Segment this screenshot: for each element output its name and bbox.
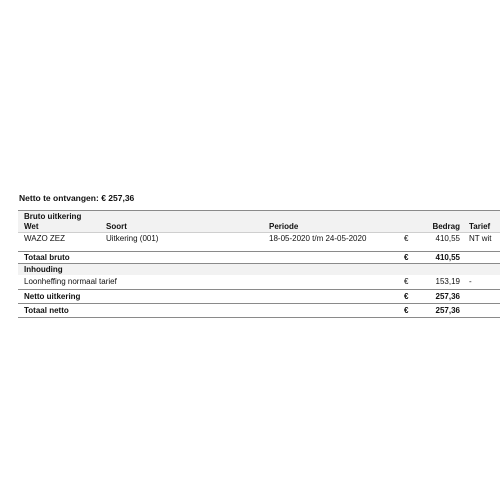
totaal-netto-label: Totaal netto	[24, 306, 69, 315]
netto-uitkering-row	[18, 289, 500, 303]
column-header-periode: Periode	[269, 222, 299, 231]
column-header-row	[18, 222, 500, 233]
bruto-section-title	[18, 210, 500, 222]
cell-inhouding-sign: -	[469, 277, 472, 286]
payment-specification-table	[18, 210, 500, 318]
cell-inhouding-bedrag: 153,19	[435, 277, 460, 286]
totaal-bruto-currency: €	[404, 253, 409, 262]
cell-currency: €	[404, 234, 409, 243]
table-row	[18, 233, 500, 244]
row-spacer	[18, 244, 500, 251]
column-header-soort: Soort	[106, 222, 127, 231]
column-header-tarief: Tarief	[469, 222, 491, 231]
totaal-bruto-label: Totaal bruto	[24, 253, 70, 262]
netto-uitkering-label: Netto uitkering	[24, 292, 81, 301]
totaal-bruto-value: 410,55	[435, 253, 460, 262]
column-header-wet: Wet	[24, 222, 39, 231]
inhouding-section-title	[18, 263, 500, 275]
totaal-netto-currency: €	[404, 306, 409, 315]
netto-uitkering-currency: €	[404, 292, 409, 301]
netto-summary	[19, 193, 134, 203]
netto-summary-value: € 257,36	[101, 193, 135, 203]
cell-wet: WAZO ZEZ	[24, 234, 66, 243]
cell-periode: 18-05-2020 t/m 24-05-2020	[269, 234, 367, 243]
totaal-bruto-row	[18, 251, 500, 263]
table-row	[18, 275, 500, 289]
netto-summary-label: Netto te ontvangen:	[19, 193, 99, 203]
inhouding-section-title-text: Inhouding	[24, 265, 63, 274]
cell-inhouding-currency: €	[404, 277, 409, 286]
column-header-bedrag: Bedrag	[432, 222, 460, 231]
cell-soort: Uitkering (001)	[106, 234, 159, 243]
totaal-netto-row	[18, 303, 500, 318]
cell-inhouding-label: Loonheffing normaal tarief	[24, 277, 117, 286]
cell-bedrag: 410,55	[435, 234, 460, 243]
netto-uitkering-value: 257,36	[435, 292, 460, 301]
cell-tarief: NT wit	[469, 234, 492, 243]
totaal-netto-value: 257,36	[435, 306, 460, 315]
bruto-section-title-text: Bruto uitkering	[24, 212, 82, 221]
